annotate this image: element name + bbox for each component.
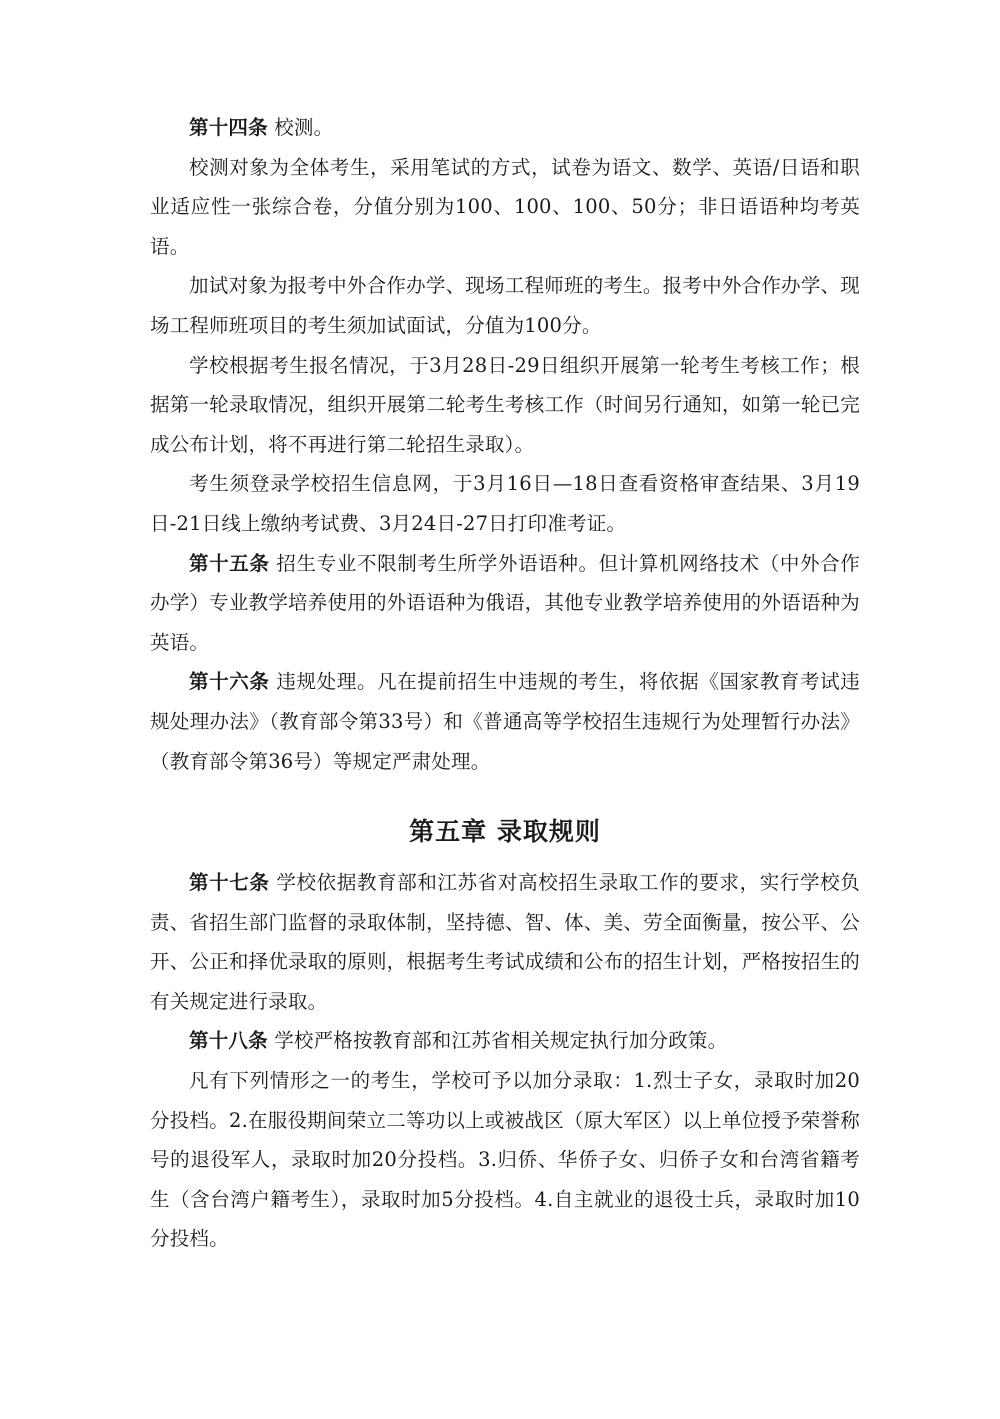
article-14-text: 校测。 <box>267 116 334 139</box>
article-17-text: 学校依据教育部和江苏省对高校招生录取工作的要求，实行学校负责、省招生部门监督的录取体制，坚持德、智、体、美、劳全面衡量，按公平、公开、公正和择优录取的原则，根据考生考试成绩和公布的招生计划，严格按招生的有关规定进行录取。 <box>150 871 860 1013</box>
article-16-label: 第十六条 <box>189 670 270 694</box>
article-18-paragraph <box>150 1021 860 1061</box>
bonus-points-paragraph: 凡有下列情形之一的考生，学校可予以加分录取：1.烈士子女，录取时加20分投档。2.在服役期间荣立二等功以上或被战区（原大军区）以上单位授予荣誉称号的退役军人，录取时加20分投档。3.归侨、华侨子女、归侨子女和台湾省籍考生（含台湾户籍考生），录取时加5分投档。4.自主就业的退役士兵，录取时加10分投档。 <box>150 1069 860 1251</box>
additional-exam-paragraph: 加试对象为报考中外合作办学、现场工程师班的考生。报考中外合作办学、现场工程师班项目的考生须加试面试，分值为100分。 <box>150 274 860 337</box>
assessment-rounds-paragraph: 学校根据考生报名情况，于3月28日-29日组织开展第一轮考生考核工作；根据第一轮录取情况，组织开展第二轮考生考核工作（时间另行通知，如第一轮已完成公布计划，将不再进行第二轮招生录取）。 <box>150 353 860 456</box>
article-15-text: 招生专业不限制考生所学外语语种。但计算机网络技术（中外合作办学）专业教学培养使用的外语语种为俄语，其他专业教学培养使用的外语语种为英语。 <box>150 551 860 654</box>
article-16-paragraph <box>150 662 860 781</box>
article-14-paragraph <box>150 108 860 148</box>
chapter-heading: 第五章 录取规则 <box>409 817 601 847</box>
schedule-paragraph: 考生须登录学校招生信息网，于3月16日—18日查看资格审查结果、3月19日-21日线上缴纳考试费、3月24日-27日打印准考证。 <box>150 472 860 535</box>
document-body <box>150 108 860 1259</box>
article-15-paragraph <box>150 544 860 663</box>
article-17-paragraph <box>150 863 860 1021</box>
article-15-label: 第十五条 <box>189 551 270 575</box>
article-14-label: 第十四条 <box>189 116 268 139</box>
article-18-text: 学校严格按教育部和江苏省相关规定执行加分政策。 <box>267 1029 728 1053</box>
article-18-label: 第十八条 <box>189 1029 268 1053</box>
article-17-label: 第十七条 <box>189 871 270 895</box>
article-16-text: 违规处理。凡在提前招生中违规的考生，将依据《国家教育考试违规处理办法》（教育部令第33号）和《普通高等学校招生违规行为处理暂行办法》（教育部令第36号）等规定严肃处理。 <box>150 670 860 773</box>
exam-target-paragraph: 校测对象为全体考生，采用笔试的方式，试卷为语文、数学、英语/日语和职业适应性一张综合卷，分值分别为100、100、100、50分；非日语语种均考英语。 <box>150 155 860 258</box>
